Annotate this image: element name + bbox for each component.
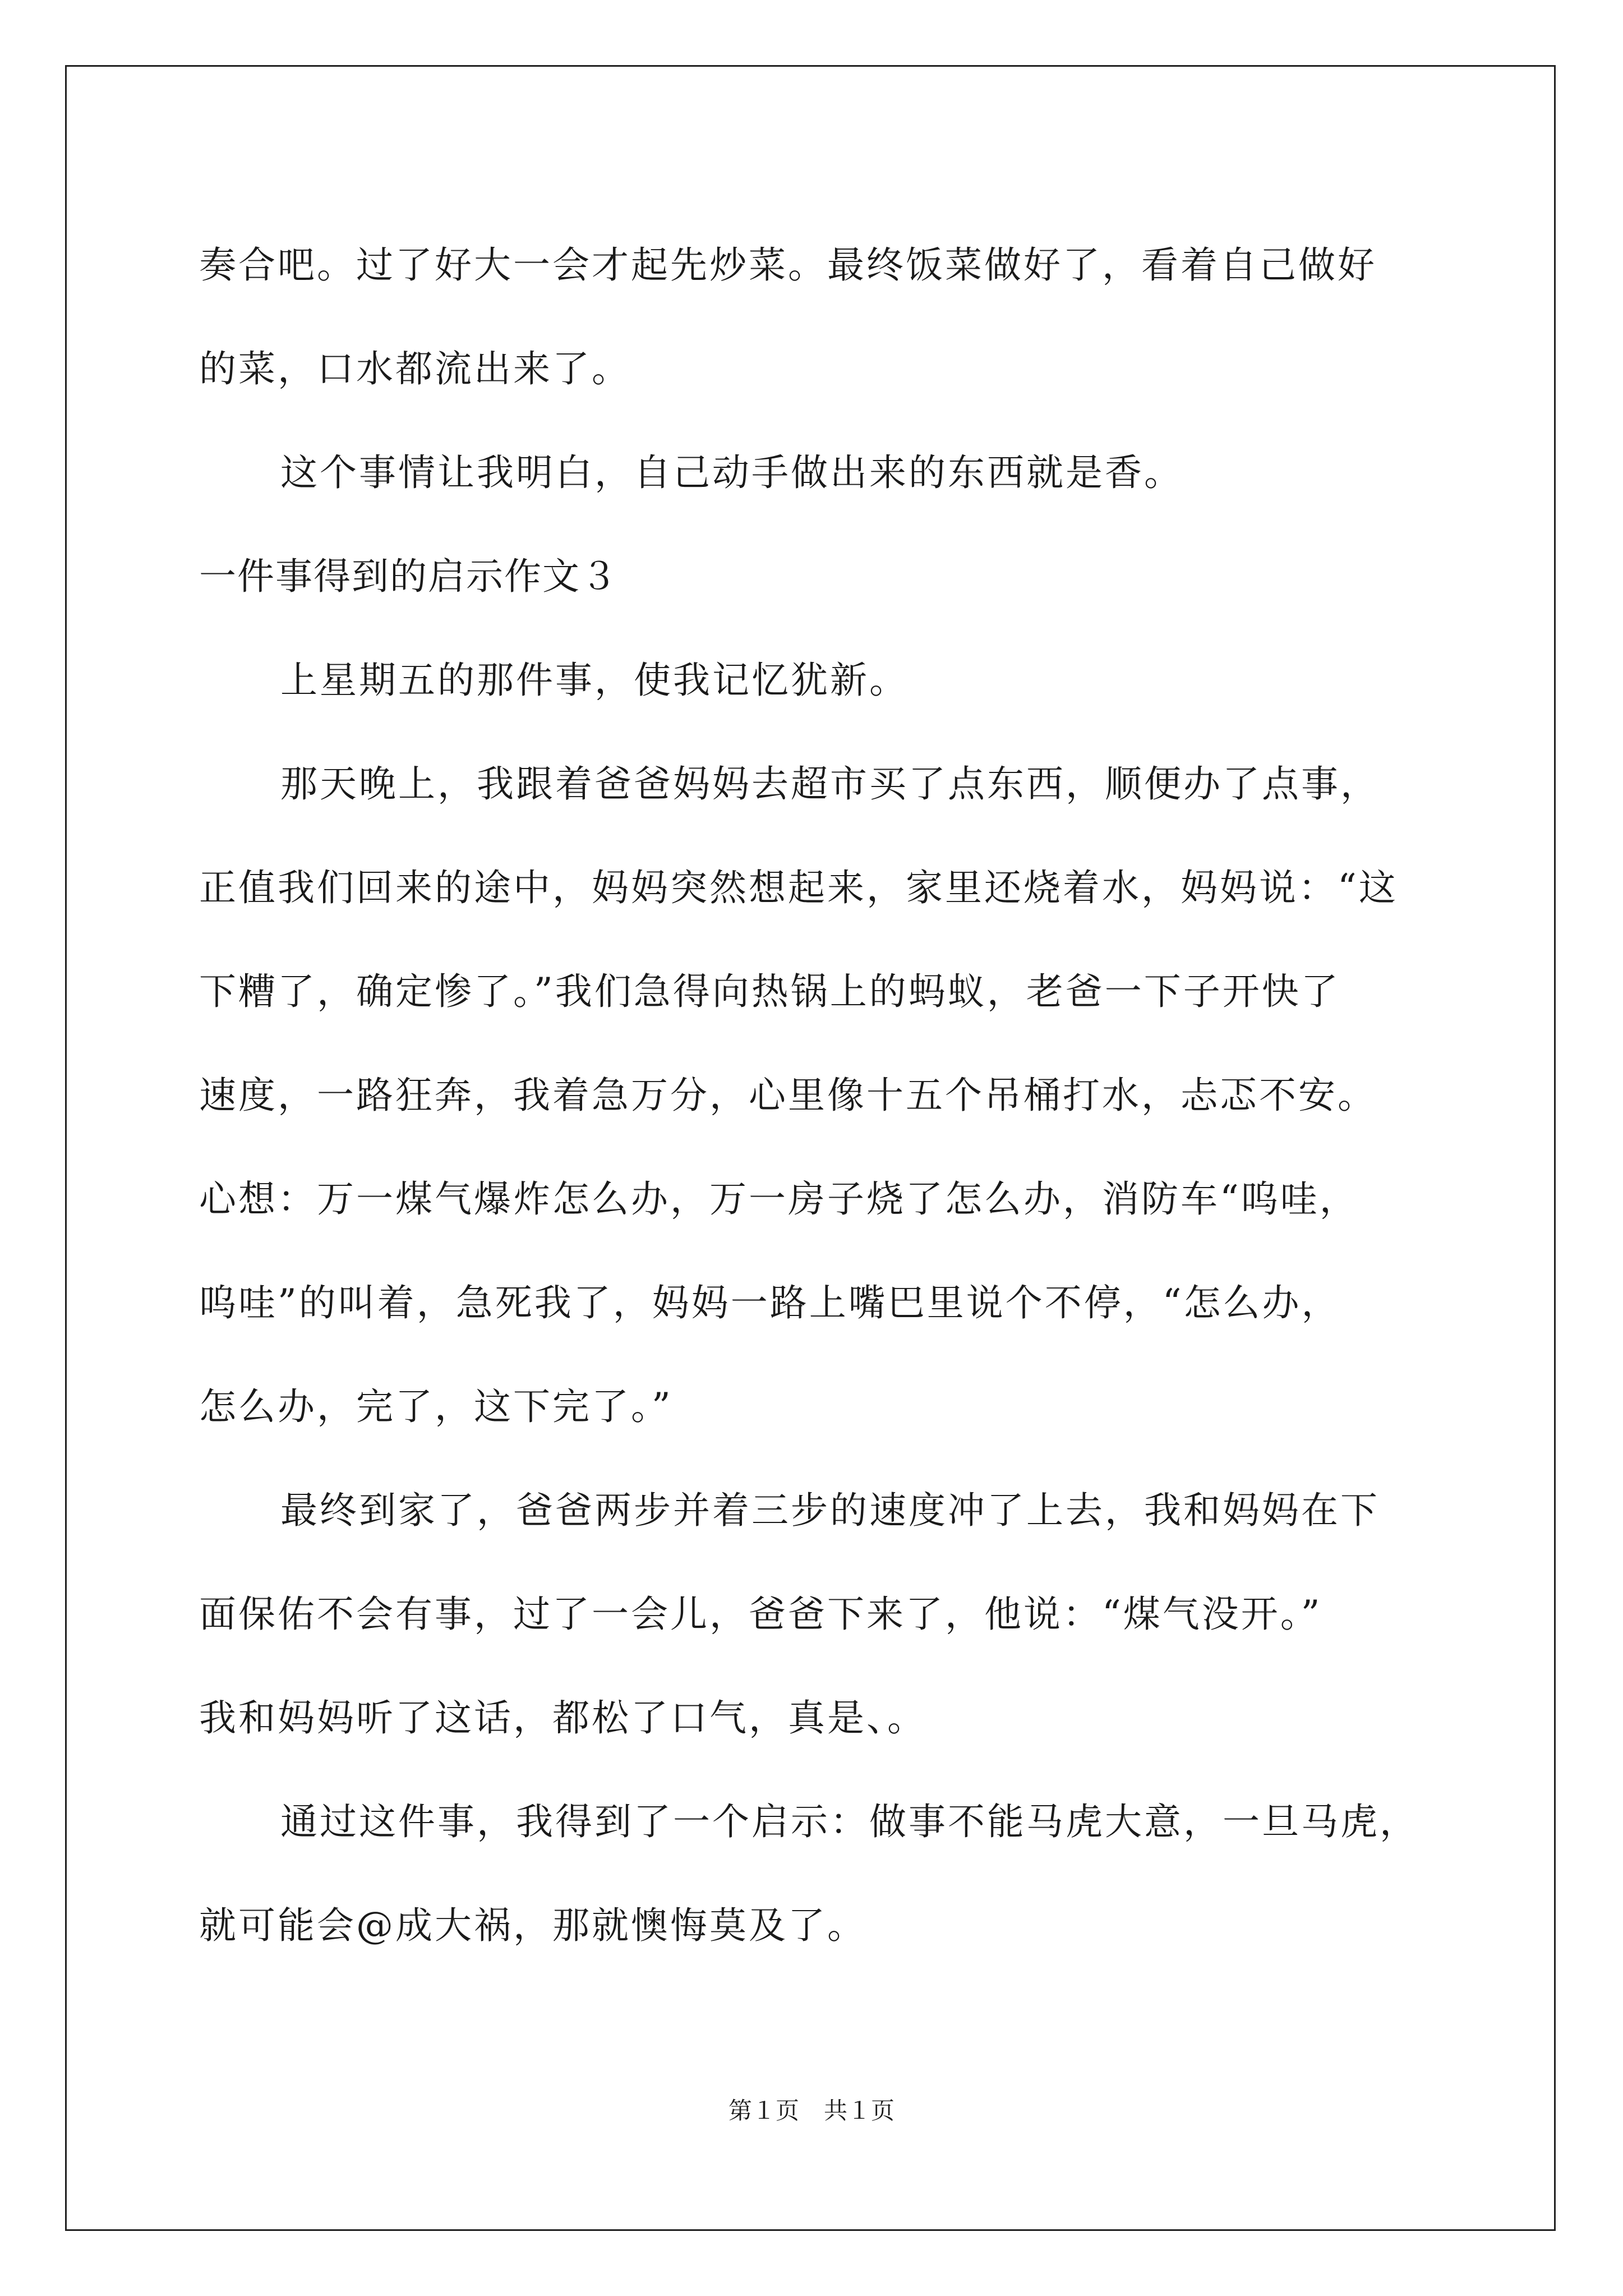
- paragraph-start: 通过这件事，我得到了一个启示：做事不能马虎大意，一旦马虎，: [280, 1800, 1419, 1843]
- text-line: 正值我们回来的途中，妈妈突然想起来，家里还烧着水，妈妈说：“这: [199, 866, 1398, 909]
- text-line: 呜哇”的叫着，急死我了，妈妈一路上嘴巴里说个不停，“怎么办，: [199, 1281, 1341, 1324]
- text-line: 速度，一路狂奔，我着急万分，心里像十五个吊桶打水，忐忑不安。: [199, 1074, 1377, 1117]
- paragraph-start: 最终到家了，爸爸两步并着三步的速度冲了上去，我和妈妈在下: [280, 1489, 1380, 1532]
- text-line: 我和妈妈听了这话，都松了口气，真是、。: [199, 1696, 926, 1740]
- page-footer: [0, 2094, 1623, 2128]
- page-number: 第１页: [728, 2097, 799, 2124]
- page-total: 共１页: [824, 2097, 895, 2124]
- text-line: 奏合吧。过了好大一会才起先炒菜。最终饭菜做好了，看着自己做好: [199, 243, 1377, 287]
- paragraph-start: 上星期五的那件事，使我记忆犹新。: [280, 659, 909, 702]
- text-line: 怎么办，完了，这下完了。”: [199, 1385, 673, 1428]
- text-line: 面保佑不会有事，过了一会儿，爸爸下来了，他说：“煤气没开。”: [199, 1593, 1322, 1636]
- document-body: [199, 213, 1467, 1977]
- text-line: 心想：万一煤气爆炸怎么办，万一房子烧了怎么办，消防车“呜哇，: [199, 1177, 1359, 1221]
- section-heading: 一件事得到的启示作文３: [199, 555, 619, 598]
- text-line: 下糟了，确定惨了。”我们急得向热锅上的蚂蚁，老爸一下子开快了: [199, 970, 1340, 1013]
- text-line: 的菜，口水都流出来了。: [199, 347, 631, 390]
- paragraph-start: 这个事情让我明白，自己动手做出来的东西就是香。: [280, 451, 1183, 494]
- paragraph-start: 那天晚上，我跟着爸爸妈妈去超市买了点东西，顺便办了点事，: [280, 762, 1380, 806]
- text-line: 就可能会@成大祸，那就懊悔莫及了。: [199, 1904, 866, 1947]
